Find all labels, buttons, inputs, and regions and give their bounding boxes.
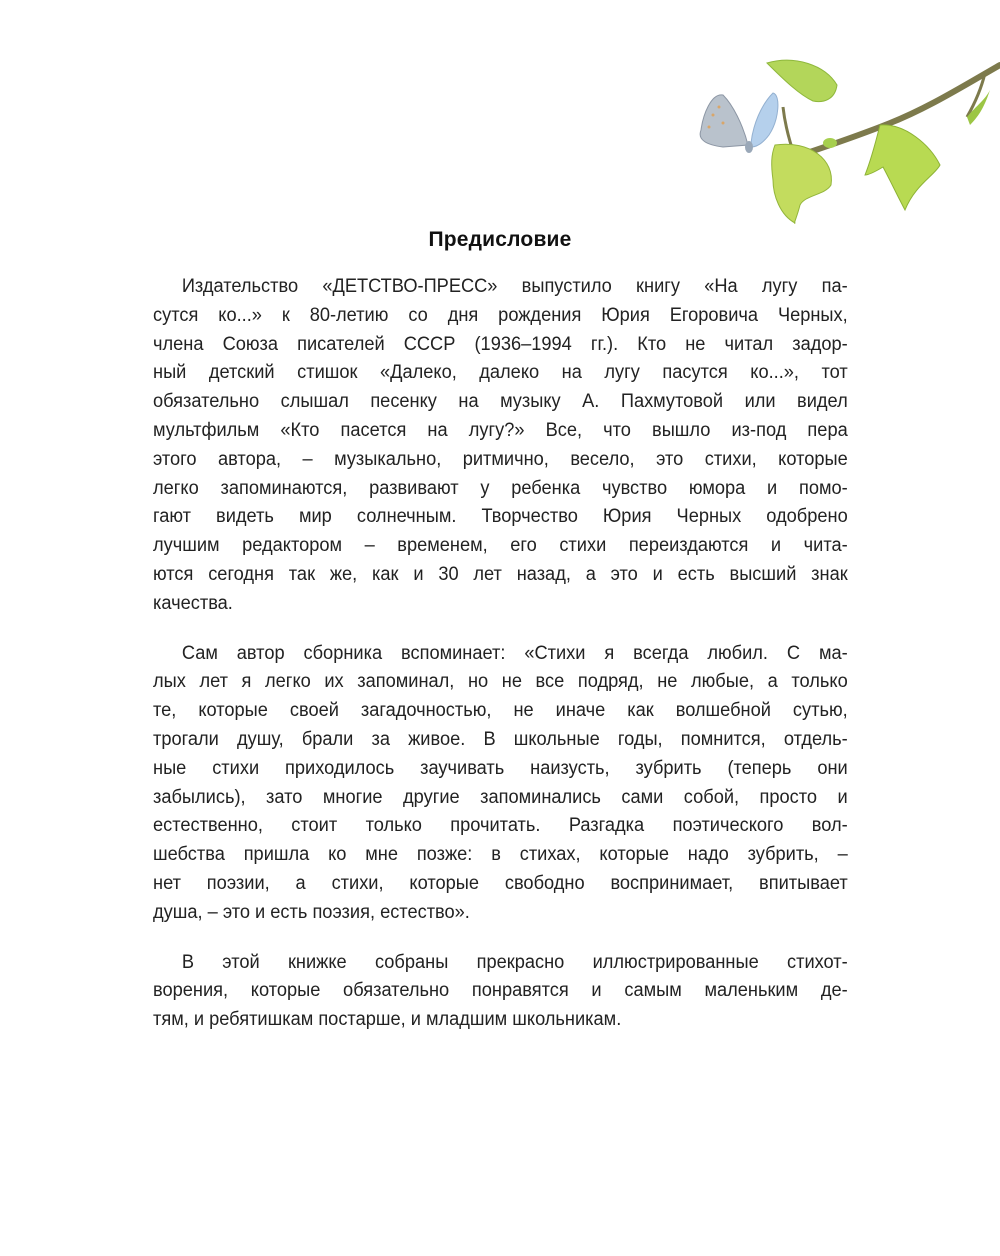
text-line: трогали душу, брали за живое. В школьные годы, помнится, отдель- [153, 727, 848, 750]
text-line: обязательно слышал песенку на музыку А. Пахмутовой или видел [153, 390, 848, 413]
text-line: легко запоминаются, развивают у ребенка чувство юмора и помо- [153, 476, 848, 499]
text-line: мультфильм «Кто пасется на лугу?» Все, что вышло из-под пера [153, 418, 848, 441]
paragraph-3 [153, 948, 848, 1034]
text-line: Издательство «ДЕТСТВО-ПРЕСС» выпустило книгу «На лугу па- [181, 275, 848, 297]
text-line: ный детский стишок «Далеко, далеко на лугу пасутся ко...», тот [153, 361, 848, 384]
text-line: качества. [153, 591, 233, 614]
paragraph-1 [153, 272, 848, 618]
text-line: тям, и ребятишкам постарше, и младшим школьникам. [153, 1008, 622, 1031]
text-line: ные стихи приходилось заучивать наизусть, зубрить (теперь они [153, 756, 848, 779]
text-line: те, которые своей загадочностью, не иначе как волшебной сутью, [153, 699, 848, 722]
text-line: этого автора, – музыкально, ритмично, весело, это стихи, которые [153, 447, 848, 470]
text-line: естественно, стоит только прочитать. Разгадка поэтического вол- [153, 814, 848, 837]
text-line: сутся ко...» к 80-летию со дня рождения Юрия Егоровича Черных, [153, 303, 848, 326]
text-line: члена Союза писателей СССР (1936–1994 гг.). Кто не читал задор- [153, 332, 848, 355]
page-title: Предисловие [428, 228, 572, 251]
text-line: шебства пришла ко мне позже: в стихах, которые надо зубрить, – [153, 843, 848, 866]
branch-butterfly-illustration [685, 45, 1000, 255]
text-line: нет поэзии, а стихи, которые свободно воспринимает, впитывает [153, 871, 848, 894]
text-line: В этой книжке собраны прекрасно иллюстрированные стихот- [181, 950, 848, 973]
preface-body [153, 272, 848, 1055]
text-line: лучшим редактором – временем, его стихи переиздаются и чита- [153, 534, 848, 557]
text-line: лых лет я легко их запоминал, но не все подряд, не любые, а только [153, 670, 848, 693]
text-line: Сам автор сборника вспоминает: «Стихи я всегда любил. С ма- [181, 641, 848, 664]
branch-leaves-icon [685, 45, 1000, 255]
text-line: ворения, которые обязательно понравятся и самым маленьким де- [153, 979, 848, 1002]
text-line: гают видеть мир солнечным. Творчество Юрия Черных одобрено [153, 505, 848, 528]
paragraph-2 [153, 639, 848, 927]
text-line: душа, – это и есть поэзия, естество». [153, 900, 470, 923]
text-line: забылись), зато многие другие запоминались сами собой, просто и [153, 785, 848, 808]
text-line: ются сегодня так же, как и 30 лет назад, а это и есть высший знак [153, 562, 848, 585]
